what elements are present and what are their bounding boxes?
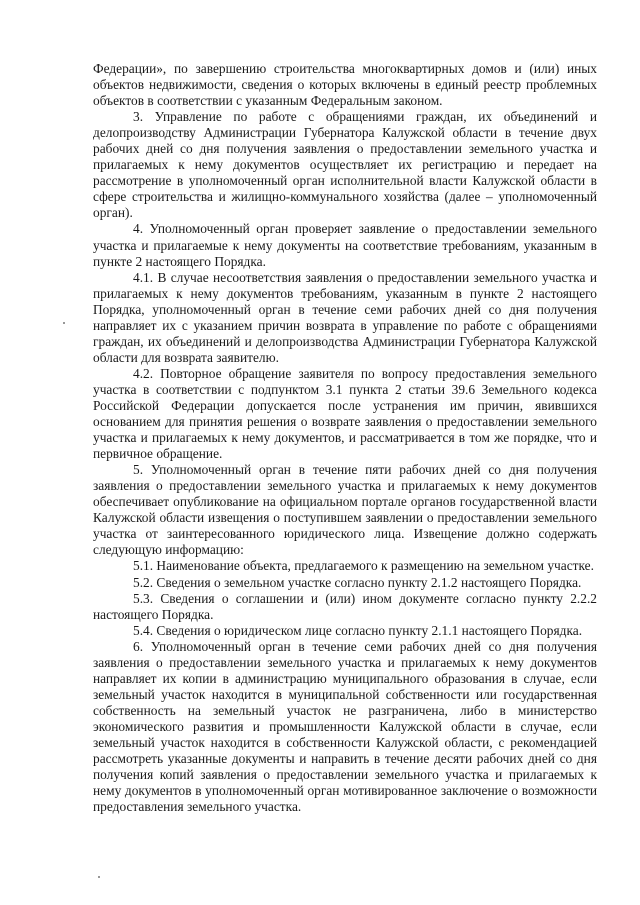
paragraph-item-3: 3. Управление по работе с обращениями граждан, их объединений и делопроизводству Администрации Губернатора Калужской области в течение двух рабочих дней со дня получения заявления о предоставлении земельного участка и прилагаемых к нему документов осуществляет их регистрацию и передает на рассмотрение в уполномоченный орган исполнительной власти Калужской области в сфере строительства и жилищно-коммунального хозяйства (далее – уполномоченный орган).: [93, 109, 597, 221]
paragraph-item-4: 4. Уполномоченный орган проверяет заявление о предоставлении земельного участка и прилагаемые к нему документы на соответствие требованиям, указанным в пункте 2 настоящего Порядка.: [93, 221, 597, 269]
paragraph-item-6: 6. Уполномоченный орган в течение семи рабочих дней со дня получения заявления о предоставлении земельного участка и прилагаемых к нему документов направляет их копии в администрацию муниципального образования в случае, если земельный участок находится в муниципальной собственности или государственная собственность на земельный участок не разграничена, либо в министерство экономического развития и промышленности Калужской области в случае, если земельный участок находится в собственности Калужской области, с рекомендацией рассмотреть указанные документы и направить в течение десяти рабочих дней со дня получения копий заявления о предоставлении земельного участка и прилагаемых к нему документов в уполномоченный орган мотивированное заключение о возможности предоставления земельного участка.: [93, 638, 597, 815]
scan-speck: [63, 322, 65, 324]
paragraph-item-5-2: 5.2. Сведения о земельном участке согласно пункту 2.1.2 настоящего Порядка.: [133, 574, 582, 590]
paragraph-item-4-2: 4.2. Повторное обращение заявителя по вопросу предоставления земельного участка в соответствии с подпунктом 3.1 пункта 2 статьи 39.6 Земельного кодекса Российской Федерации допускается после устранения им причин, явившихся основанием для принятия решения о возврате заявления о предоставлении земельного участка и прилагаемых к нему документов, и рассматривается в том же порядке, что и первичное обращение.: [93, 365, 597, 462]
paragraph-continuation: Федерации», по завершению строительства многоквартирных домов и (или) иных объектов недвижимости, сведения о которых включены в единый реестр проблемных объектов в соответствии с указанным Федеральным законом.: [93, 61, 597, 109]
paragraph-item-5-3: 5.3. Сведения о соглашении и (или) ином документе согласно пункту 2.2.2 настоящего Порядка.: [93, 590, 597, 622]
paragraph-item-4-1: 4.1. В случае несоответствия заявления о предоставлении земельного участка и прилагаемых к нему документов требованиям, указанным в пункте 2 настоящего Порядка, уполномоченный орган в течение семи рабочих дней со дня получения направляет их с указанием причин возврата в управление по работе с обращениями граждан, их объединений и делопроизводства Администрации Губернатора Калужской области для возврата заявителю.: [93, 269, 597, 365]
paragraph-item-5-1: 5.1. Наименование объекта, предлагаемого к размещению на земельном участке.: [133, 558, 594, 574]
document-page: [93, 61, 597, 815]
scan-speck: [98, 876, 100, 878]
paragraph-item-5: 5. Уполномоченный орган в течение пяти рабочих дней со дня получения заявления о предоставлении земельного участка и прилагаемых к нему документов обеспечивает опубликование на официальном портале органов государственной власти Калужской области извещения о поступившем заявлении о предоставлении земельного участка от заинтересованного юридического лица. Извещение должно содержать следующую информацию:: [93, 462, 597, 558]
paragraph-item-5-4: 5.4. Сведения о юридическом лице согласно пункту 2.1.1 настоящего Порядка.: [133, 622, 583, 638]
